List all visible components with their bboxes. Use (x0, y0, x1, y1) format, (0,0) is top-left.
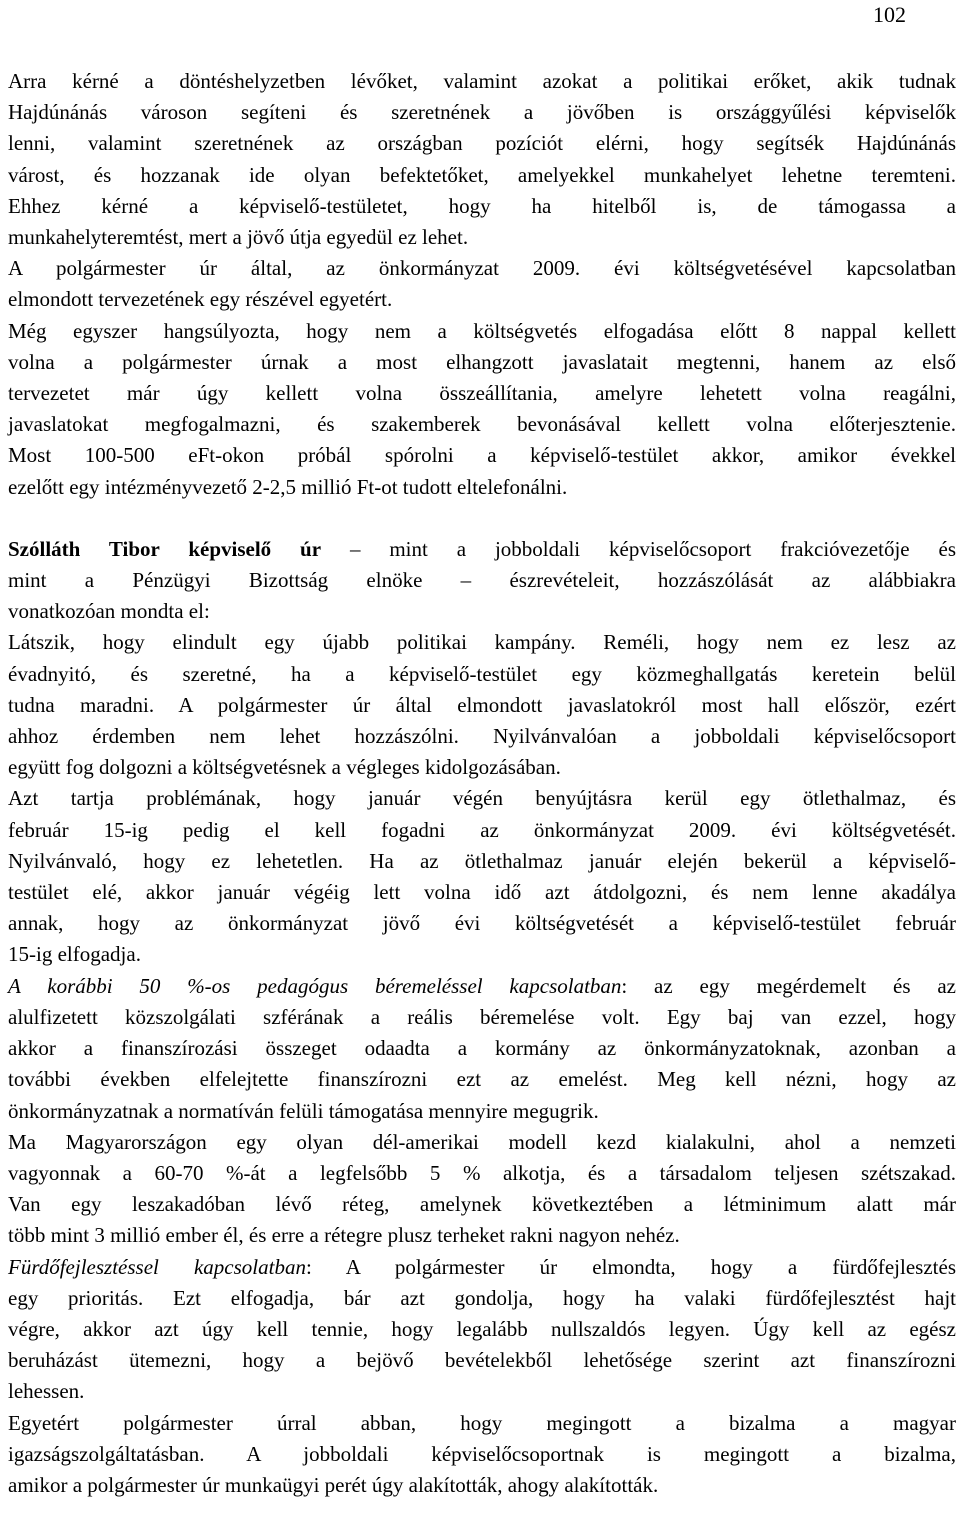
text-line: vonatkozóan mondta el: (8, 599, 210, 624)
paragraph-gap (8, 503, 956, 534)
text-line: testület elé, akkor január végéig lett volna idő azt átdolgozni, és nem lenne akadálya (8, 880, 956, 905)
text-line: lenni, valamint szeretnének az országban pozíciót elérni, hogy segítsék Hajdúnánás (8, 131, 956, 156)
document-body (8, 66, 956, 1501)
text-line: igazságszolgáltatásban. A jobboldali képviselőcsoportnak is megingott a bizalma, (8, 1441, 956, 1466)
text-line: alulfizetett közszolgálati szférának a reális béremelése volt. Egy baj van ezzel, hogy (8, 1004, 956, 1029)
text-line: lehessen. (8, 1379, 85, 1404)
page-number: 102 (873, 2, 906, 27)
topic-heading: Fürdőfejlesztéssel kapcsolatban (8, 1254, 306, 1279)
text-line: mint a Pénzügyi Bizottság elnöke – észrevételeit, hozzászólását az alábbiakra (8, 568, 956, 593)
text-line: Ma Magyarországon egy olyan dél-amerikai modell kezd kialakulni, ahol a nemzeti (8, 1129, 956, 1154)
text-line (8, 534, 956, 565)
text-line: volna a polgármester úrnak a most elhangzott javaslatait megtenni, hanem az első (8, 349, 956, 374)
text-line: Azt tartja problémának, hogy január végén benyújtásra kerül egy ötlethalmaz, és (8, 786, 956, 811)
text-line: A polgármester úr által, az önkormányzat 2009. évi költségvetésével kapcsolatban (8, 256, 956, 281)
text-span: : az egy megérdemelt és az (621, 973, 956, 998)
text-line: Egyetért polgármester úrral abban, hogy megingott a bizalma a magyar (8, 1410, 956, 1435)
text-line: Látszik, hogy elindult egy újabb politikai kampány. Reméli, hogy nem ez lesz az (8, 630, 956, 655)
text-line: további években elfelejtette finanszírozni ezt az emelést. Meg kell nézni, hogy az (8, 1067, 956, 1092)
text-line: együtt fog dolgozni a költségvetésnek a végleges kidolgozásában. (8, 755, 561, 780)
text-line: tervezetet már úgy kellett volna összeállítania, amelyre lehetett volna reagálni, (8, 381, 956, 406)
text-line: Nyilvánvaló, hogy ez lehetetlen. Ha az ötlethalmaz január elején bekerül a képviselő- (8, 848, 956, 873)
speaker-name: Szólláth Tibor képviselő úr (8, 536, 322, 561)
text-line: annak, hogy az önkormányzat jövő évi költségvetését a képviselő-testület február (8, 911, 956, 936)
text-line: ahhoz érdemben nem lehet hozzászólni. Nyilvánvalóan a jobboldali képviselőcsoport (8, 724, 956, 749)
text-line: Hajdúnánás városon segíteni és szeretnének a jövőben is országgyűlési képviselők (8, 100, 956, 125)
text-line: önkormányzatnak a normatíván felüli támogatása mennyire megugrik. (8, 1098, 599, 1123)
text-line: február 15-ig pedig el kell fogadni az önkormányzat 2009. évi költségvetését. (8, 817, 956, 842)
text-line: Ehhez kérné a képviselő-testületet, hogy ha hitelből is, de támogassa a (8, 193, 956, 218)
text-line: munkahelyteremtést, mert a jövő útja egyedül ez lehet. (8, 225, 469, 250)
text-line: ezelőtt egy intézményvezető 2-2,5 millió Ft-ot tudott eltelefonálni. (8, 474, 568, 499)
text-line: tudna maradni. A polgármester úr által elmondott javaslatokról most hall először, ezért (8, 692, 956, 717)
text-line: Most 100-500 eFt-okon próbál spórolni a képviselő-testület akkor, amikor évekkel (8, 443, 956, 468)
text-span: – mint a jobboldali képviselőcsoport frakcióvezetője és (321, 536, 956, 561)
text-line: várost, és hozzanak ide olyan befektetőket, amelyekkel munkahelyet lehetne teremteni. (8, 162, 956, 187)
text-line: Van egy leszakadóban lévő réteg, amelynek következtében a létminimum alatt már (8, 1192, 956, 1217)
text-line: végre, akkor azt úgy kell tennie, hogy legalább nullszaldós legyen. Úgy kell az egész (8, 1316, 956, 1341)
text-span: : A polgármester úr elmondta, hogy a fürdőfejlesztés (305, 1254, 956, 1279)
text-line: 15-ig elfogadja. (8, 942, 141, 967)
topic-heading: A korábbi 50 %-os pedagógus béremeléssel kapcsolatban (8, 973, 622, 998)
text-line: beruházást ütemezni, hogy a bejövő bevételekből lehetősége szerint azt finanszírozni (8, 1348, 956, 1373)
text-line: akkor a finanszírozási összeget odaadta a kormány az önkormányzatoknak, azonban a (8, 1036, 956, 1061)
text-line: több mint 3 millió ember él, és erre a rétegre plusz terheket rakni nagyon nehéz. (8, 1223, 680, 1248)
text-line: egy prioritás. Ezt elfogadja, bár azt gondolja, hogy ha valaki fürdőfejlesztést hajt (8, 1285, 956, 1310)
text-line: vagyonnak a 60-70 %-át a legfelsőbb 5 % alkotja, és a társadalom teljesen szétszakad. (8, 1160, 956, 1185)
text-line: Még egyszer hangsúlyozta, hogy nem a költségvetés elfogadása előtt 8 nappal kellett (8, 318, 956, 343)
text-line (8, 1252, 956, 1283)
text-line: évadnyitó, és szeretné, ha a képviselő-testület egy közmeghallgatás keretein belül (8, 661, 956, 686)
text-line: Arra kérné a döntéshelyzetben lévőket, valamint azokat a politikai erőket, akik tudnak (8, 69, 956, 93)
text-line: javaslatokat megfogalmazni, és szakemberek bevonásával kellett volna előterjesztenie. (8, 412, 956, 437)
text-line: amikor a polgármester úr munkaügyi perét úgy alakították, ahogy alakították. (8, 1472, 659, 1497)
text-line: elmondott tervezetének egy részével egyetért. (8, 287, 393, 312)
text-line (8, 971, 956, 1002)
